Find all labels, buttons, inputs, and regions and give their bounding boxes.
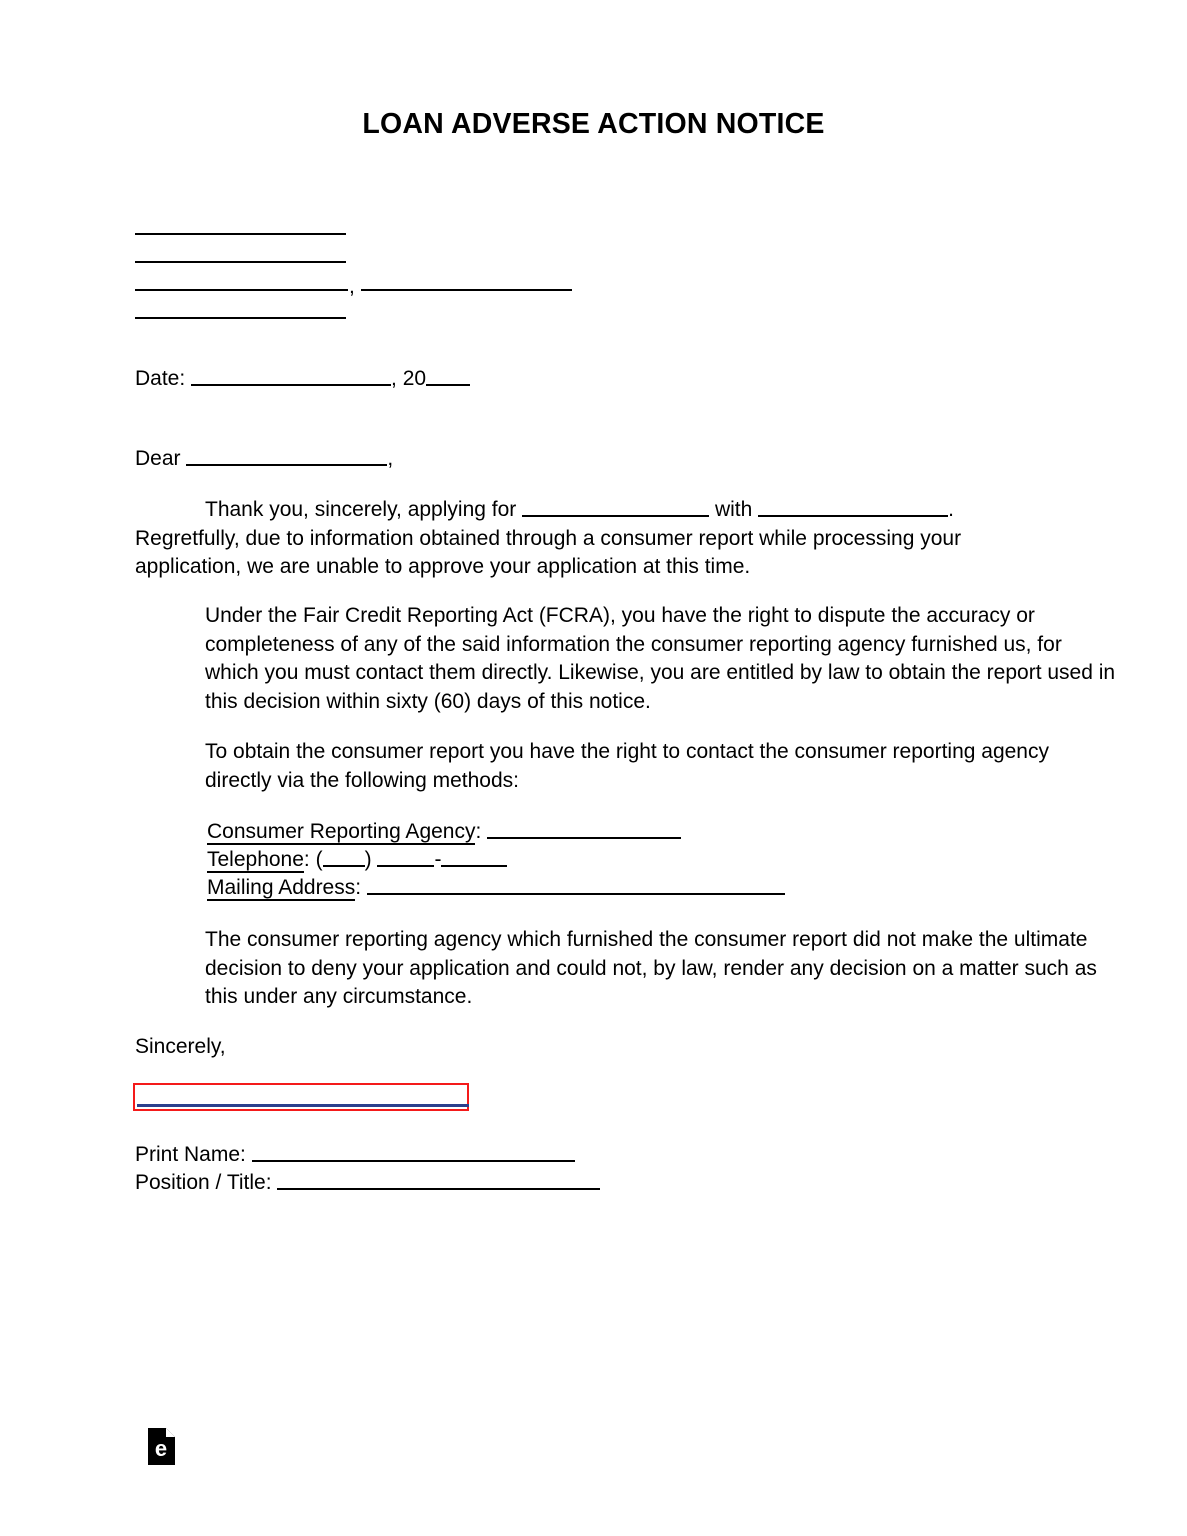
position-title-blank[interactable] <box>277 1171 600 1190</box>
address-line-4-blank[interactable] <box>135 317 346 319</box>
salutation-label: Dear <box>135 447 181 470</box>
mailing-address-colon: : <box>355 876 362 899</box>
signature-field[interactable] <box>133 1083 469 1111</box>
paragraph-1-rest: Regretfully, due to information obtained through a consumer report while processing your application, we are unable to approve your application at this time. <box>135 526 962 579</box>
address-line-3-comma: , <box>349 275 355 298</box>
telephone-colon: : <box>303 848 310 871</box>
salutation-comma: , <box>387 447 394 470</box>
lender-name-blank[interactable] <box>758 498 948 517</box>
paragraph-1-lead: Thank you, sincerely, applying for <box>205 498 517 521</box>
date-year-blank[interactable] <box>426 367 470 386</box>
date-blank[interactable] <box>191 367 391 386</box>
salutation-line <box>135 444 393 473</box>
address-line-3-city-blank[interactable] <box>135 289 348 291</box>
telephone-suffix-blank[interactable] <box>441 848 507 867</box>
mailing-address-blank[interactable] <box>367 876 785 895</box>
date-line <box>135 364 470 393</box>
page-title: LOAN ADVERSE ACTION NOTICE <box>362 108 825 140</box>
telephone-dash: - <box>434 848 442 871</box>
paragraph-thank-you <box>135 496 1047 582</box>
agency-label: Consumer Reporting Agency <box>207 820 476 843</box>
contact-method-mailing-address <box>207 874 785 903</box>
telephone-open-paren: ( <box>315 848 323 871</box>
address-line-2-blank[interactable] <box>135 261 346 263</box>
agency-name-blank[interactable] <box>487 820 681 839</box>
telephone-prefix-blank[interactable] <box>377 848 434 867</box>
agency-colon: : <box>475 820 482 843</box>
signature-line <box>137 1104 469 1107</box>
print-name-line <box>135 1140 575 1169</box>
paragraph-1-mid: with <box>714 498 753 521</box>
print-name-blank[interactable] <box>252 1143 575 1162</box>
eforms-logo-icon <box>148 1428 175 1465</box>
paragraph-fcra-rights: Under the Fair Credit Reporting Act (FCRA), you have the right to dispute the accuracy or completeness of any of the said information the consumer reporting agency furnished us, for which you must contact them directly. Likewise, you are entitled by law to obtain the report used in this decision within sixty (60) days of this notice. <box>205 604 1116 713</box>
print-name-label: Print Name: <box>135 1143 246 1166</box>
date-label: Date: <box>135 367 186 390</box>
closing-salutation: Sincerely, <box>135 1035 226 1058</box>
loan-product-blank[interactable] <box>522 498 709 517</box>
telephone-area-code-blank[interactable] <box>323 848 365 867</box>
paragraph-1-period: . <box>948 498 955 521</box>
position-title-label: Position / Title: <box>135 1171 272 1194</box>
address-line-1-blank[interactable] <box>135 233 346 235</box>
mailing-address-label: Mailing Address <box>207 876 356 899</box>
salutation-name-blank[interactable] <box>186 447 387 466</box>
telephone-close-paren: ) <box>364 848 372 871</box>
telephone-label: Telephone <box>207 848 304 871</box>
contact-method-agency <box>207 818 681 847</box>
address-line-3-state-blank[interactable] <box>361 289 572 291</box>
position-title-line <box>135 1168 600 1197</box>
paragraph-agency-disclaimer: The consumer reporting agency which furnished the consumer report did not make the ultimate decision to deny your application and could not, by law, render any decision on a matter such as this under any circumstance. <box>205 928 1097 1009</box>
contact-method-telephone <box>207 846 507 875</box>
date-year-prefix: , 20 <box>391 367 427 390</box>
paragraph-obtain-report: To obtain the consumer report you have the right to contact the consumer reporting agency directly via the following methods: <box>205 740 1049 792</box>
logo-letter: e <box>154 1436 168 1461</box>
